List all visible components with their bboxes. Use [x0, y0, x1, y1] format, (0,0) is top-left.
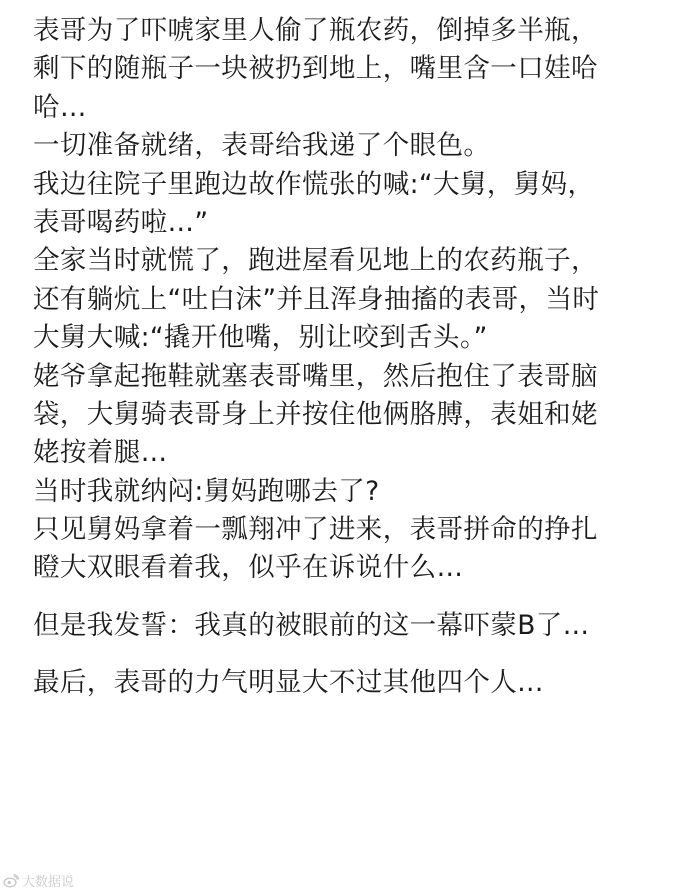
text-line: 哈… — [33, 91, 87, 123]
text-line: 还有躺炕上“吐白沫”并且浑身抽搐的表哥，当时 — [33, 283, 600, 315]
text-line: 只见舅妈拿着一瓢翔冲了进来，表哥拼命的挣扎 — [33, 514, 598, 546]
text-line: 一切准备就绪，表哥给我递了个眼色。 — [33, 130, 491, 162]
text-line: 但是我发誓：我真的被眼前的这一幕吓蒙B了… — [33, 609, 590, 641]
text-line: 表哥喝药啦…” — [33, 206, 209, 238]
text-line: 表哥为了吓唬家里人偷了瓶农药，倒掉多半瓶， — [33, 15, 598, 46]
watermark-text: 大数据说 — [22, 875, 75, 890]
paragraph-gap — [33, 645, 673, 664]
text-line: 瞪大双眼看着我，似乎在诉说什么… — [33, 552, 464, 584]
text-line: 我边往院子里跑边故作慌张的喊:“大舅，舅妈， — [33, 168, 595, 200]
text-line: 全家当时就慌了，跑进屋看见地上的农药瓶子， — [33, 245, 598, 277]
watermark — [3, 871, 74, 890]
text-line: 最后，表哥的力气明显大不过其他四个人... — [33, 667, 544, 699]
paragraph-gap — [33, 588, 673, 607]
text-line: 当时我就纳闷:舅妈跑哪去了? — [33, 475, 380, 507]
text-line: 大舅大喊:“撬开他嘴，别让咬到舌头。” — [33, 322, 488, 354]
text-line: 剩下的随瓶子一块被扔到地上，嘴里含一口娃哈 — [33, 53, 598, 85]
text-line: 袋，大舅骑表哥身上并按住他俩胳膊，表姐和姥 — [33, 398, 598, 430]
text-line: 姥按着腿… — [33, 437, 168, 469]
weibo-icon — [3, 874, 19, 888]
text-line: 姥爷拿起拖鞋就塞表哥嘴里，然后抱住了表哥脑 — [33, 360, 598, 392]
post-body — [33, 12, 673, 703]
